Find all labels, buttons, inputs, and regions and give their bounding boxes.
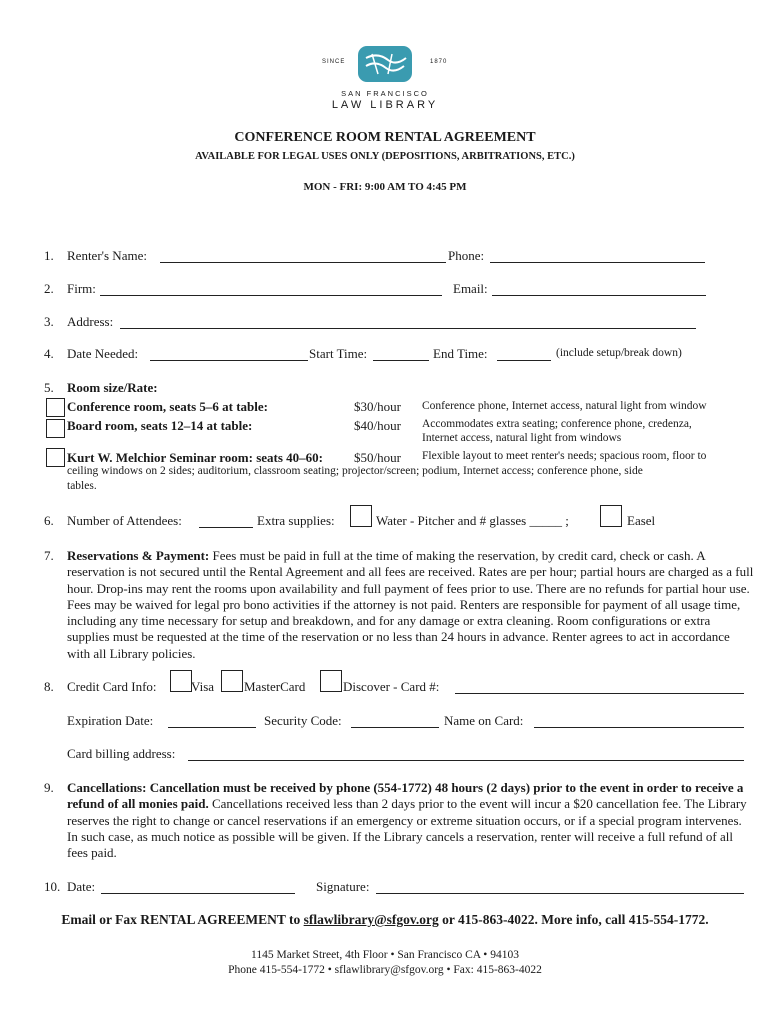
- mastercard-checkbox[interactable]: [221, 670, 243, 692]
- billing-address-label: Card billing address:: [67, 746, 176, 761]
- extra-supplies-label: Extra supplies:: [257, 513, 335, 528]
- cancellations-text: Cancellations received less than 2 days prior to the event will incur a $20 cancellation fee. The Library reserves the right to change or cancel reservations if an emergency or extreme situation occurs, or if a special program intervenes. In such case, as much notice as possible will be given. If the Library cancels a reservation, renter will receive a full refund of all fees paid.: [67, 796, 747, 861]
- seminar-room-desc: Flexible layout to meet renter's needs; spacious room, floor to: [422, 450, 707, 462]
- security-code-label: Security Code:: [264, 713, 342, 728]
- hours-line: MON - FRI: 9:00 AM TO 4:45 PM: [303, 181, 467, 193]
- conference-room-name: Conference room, seats 5–6 at table:: [67, 399, 268, 414]
- attendees-label: Number of Attendees:: [67, 513, 182, 528]
- contact-pre: Email or Fax RENTAL AGREEMENT to: [61, 912, 304, 927]
- logo-line2: LAW LIBRARY: [331, 99, 439, 111]
- page-subtitle: AVAILABLE FOR LEGAL USES ONLY (DEPOSITIONS, ARBITRATIONS, ETC.): [195, 151, 575, 162]
- logo-year: 1870: [430, 59, 448, 65]
- logo-line1: SAN FRANCISCO: [341, 89, 429, 98]
- item-number-5: 5.: [44, 380, 54, 395]
- conference-room-checkbox[interactable]: [46, 398, 65, 417]
- cancellations-paragraph: [67, 780, 755, 861]
- page-title: CONFERENCE ROOM RENTAL AGREEMENT: [234, 130, 536, 145]
- conference-room-desc: Conference phone, Internet access, natural light from window: [422, 400, 707, 412]
- conference-room-rate: $30/hour: [354, 399, 401, 414]
- easel-checkbox[interactable]: [600, 505, 622, 527]
- seminar-room-checkbox[interactable]: [46, 448, 65, 467]
- security-code-field[interactable]: [351, 715, 439, 728]
- library-logo: [315, 44, 455, 114]
- reservations-paragraph: [67, 548, 755, 662]
- board-room-desc: Accommodates extra seating; conference phone, credenza,: [422, 418, 692, 430]
- end-time-label: End Time:: [433, 346, 488, 361]
- mastercard-label: MasterCard: [244, 679, 306, 694]
- setup-note: (include setup/break down): [556, 347, 682, 359]
- seminar-room-rate: $50/hour: [354, 450, 401, 465]
- signature-label: Signature:: [316, 879, 370, 894]
- visa-label: Visa: [191, 679, 215, 694]
- board-room-name: Board room, seats 12–14 at table:: [67, 418, 253, 433]
- item-number-10: 10.: [44, 879, 61, 894]
- item-number-3: 3.: [44, 314, 54, 329]
- start-time-field[interactable]: [373, 348, 429, 361]
- email-field[interactable]: [492, 283, 706, 296]
- email-label: Email:: [453, 281, 488, 296]
- reservations-text: Fees must be paid in full at the time of making the reservation, by credit card, check or cash. A reservation is not secured until the Rental Agreement and all fees are received. Rates are per hour; partial hours are charged as a full hour. Drop-ins may rent the rooms upon availability and full payment of fees prior to use. There are no refunds for partial hour use. Fees may be waived for legal pro bono activities if the attorney is not paid. Renters are responsible for payment of all usage time, including any time necessary for setup and breakdown, and for any damage or extra cleaning. Room configurations or extra supplies must be requested at the time of the reservation or no less than 24 hours in advance. Renter agrees to act in accordance with all Library policies.: [67, 548, 754, 661]
- item-number-7: 7.: [44, 548, 54, 563]
- expiration-field[interactable]: [168, 715, 256, 728]
- seminar-room-desc3: tables.: [67, 480, 97, 492]
- item-number-9: 9.: [44, 780, 54, 795]
- address-label: Address:: [67, 314, 114, 329]
- date-field[interactable]: [101, 881, 295, 894]
- phone-field[interactable]: [490, 250, 705, 263]
- seminar-room-desc2: ceiling windows on 2 sides; auditorium, classroom seating; projector/screen; podium, Internet access; conference phone, side: [67, 465, 643, 477]
- item-number-1: 1.: [44, 248, 54, 263]
- item-number-4: 4.: [44, 346, 54, 361]
- name-on-card-label: Name on Card:: [444, 713, 524, 728]
- visa-checkbox[interactable]: [170, 670, 192, 692]
- phone-label: Phone:: [448, 248, 485, 263]
- end-time-field[interactable]: [497, 348, 551, 361]
- attendees-field[interactable]: [199, 515, 253, 528]
- footer-address: 1145 Market Street, 4th Floor • San Francisco CA • 94103: [251, 949, 519, 961]
- item-number-8: 8.: [44, 679, 54, 694]
- start-time-label: Start Time:: [309, 346, 368, 361]
- footer-phones: Phone 415-554-1772 • sflawlibrary@sfgov.org • Fax: 415-863-4022: [228, 964, 542, 976]
- date-needed-field[interactable]: [150, 348, 308, 361]
- date-needed-label: Date Needed:: [67, 346, 139, 361]
- board-room-desc2: Internet access, natural light from windows: [422, 432, 622, 444]
- water-label: Water - Pitcher and # glasses _____ ;: [376, 513, 569, 528]
- firm-field[interactable]: [100, 283, 442, 296]
- card-number-field[interactable]: [455, 681, 744, 694]
- expiration-label: Expiration Date:: [67, 713, 154, 728]
- logo-since: SINCE: [322, 59, 346, 65]
- item-number-6: 6.: [44, 513, 54, 528]
- firm-label: Firm:: [67, 281, 96, 296]
- name-on-card-field[interactable]: [534, 715, 744, 728]
- board-room-checkbox[interactable]: [46, 419, 65, 438]
- board-room-rate: $40/hour: [354, 418, 401, 433]
- discover-checkbox[interactable]: [320, 670, 342, 692]
- water-checkbox[interactable]: [350, 505, 372, 527]
- item-number-2: 2.: [44, 281, 54, 296]
- renter-name-field[interactable]: [160, 250, 446, 263]
- seminar-room-name: Kurt W. Melchior Seminar room: seats 40–60:: [67, 450, 324, 465]
- contact-email-link[interactable]: sflawlibrary@sfgov.org: [303, 912, 439, 927]
- renter-name-label: Renter's Name:: [67, 248, 147, 263]
- address-field[interactable]: [120, 316, 696, 329]
- easel-label: Easel: [627, 513, 656, 528]
- discover-label: Discover - Card #:: [343, 679, 440, 694]
- cancellations-heading: Cancellations: Cancellation must be received by phone (554-1772) 48 hours (2 days) prior to the event in order to receive a refund of all monies paid.: [67, 780, 744, 812]
- signature-field[interactable]: [376, 881, 744, 894]
- contact-post: or 415-863-4022. More info, call 415-554-1772.: [438, 912, 709, 927]
- credit-card-label: Credit Card Info:: [67, 679, 157, 694]
- billing-address-field[interactable]: [188, 748, 744, 761]
- reservations-heading: Reservations & Payment:: [67, 548, 210, 563]
- contact-line: [0, 912, 770, 928]
- date-label: Date:: [67, 879, 96, 894]
- room-size-heading: Room size/Rate:: [67, 380, 158, 395]
- library-emblem-icon: [358, 46, 412, 82]
